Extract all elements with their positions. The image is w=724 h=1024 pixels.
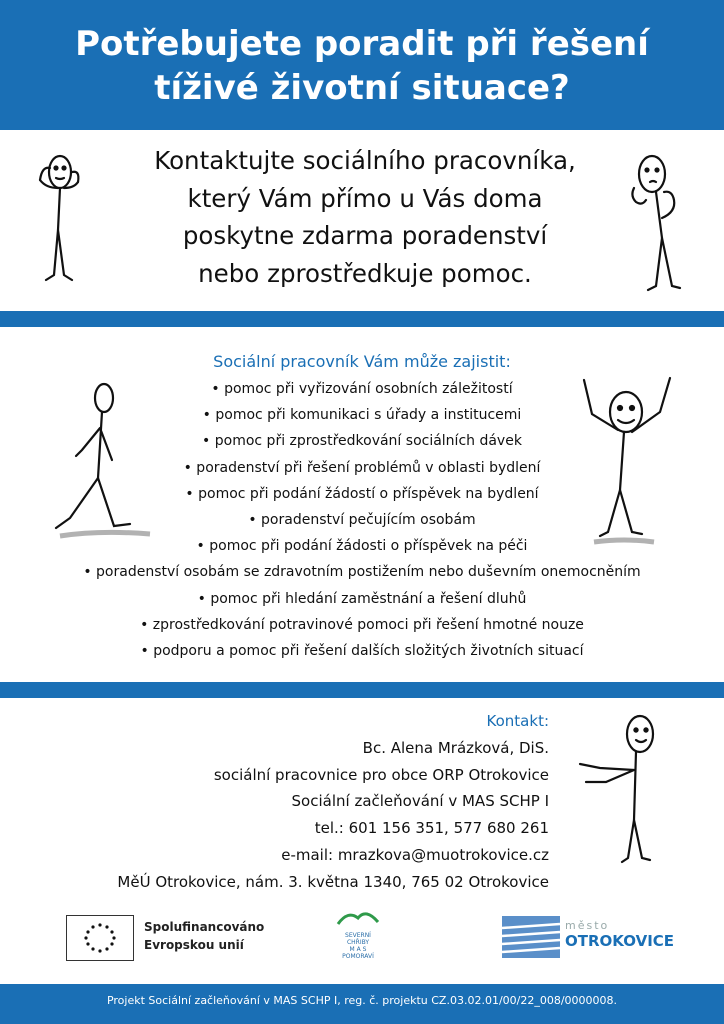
mas-text-2: M A S [349,946,367,953]
list-item: • podporu a pomoc při řešení dalších složitých životních situací [140,643,584,660]
headline-line-2: tíživé životní situace? [154,68,570,108]
intro-text [110,142,620,292]
contact-org: Sociální začleňování v MAS SCHP I [291,792,549,811]
contact-email: e-mail: mrazkova@muotrokovice.cz [281,845,549,864]
divider-band [0,682,724,698]
list-item: • pomoc při zprostředkování sociálních dávek [202,433,522,450]
eu-flag-logo [66,915,134,961]
services-title: Sociální pracovník Vám může zajistit: [213,352,511,371]
eu-text-line-1: Spolufinancováno [144,920,265,934]
mas-text-1: SEVERNÍ CHŘIBY [345,932,371,946]
footer-bar [0,984,724,1024]
list-item: • poradenství při řešení problémů v oblasti bydlení [183,459,541,476]
header-banner [0,0,724,130]
contact-name: Bc. Alena Mrázková, DiS. [362,738,549,757]
intro-line-4: nebo zprostředkuje pomoc. [198,258,532,288]
otrokovice-logo-icon [500,914,562,960]
list-item: • zprostředkování potravinové pomoci při řešení hmotné nouze [140,616,584,633]
intro-line-3: poskytne zdarma poradenství [182,221,548,250]
divider-band [0,311,724,327]
footer-text: Projekt Sociální začleňování v MAS SCHP I, reg. č. projektu CZ.03.02.01/00/22_008/0000008. [106,994,618,1007]
intro-line-2: který Vám přímo u Vás doma [187,183,543,213]
list-item: • poradenství osobám se zdravotním postižením nebo duševním onemocněním [83,564,641,581]
contact-title: Kontakt: [486,712,549,730]
stick-figure-presenting [570,710,680,870]
mas-text-3: POMORAVÍ [342,953,374,960]
list-item: • pomoc při podání žádostí o příspěvek na bydlení [185,485,539,502]
stick-figure-cheering [570,372,690,552]
list-item: • pomoc při komunikaci s úřady a institucemi [202,407,522,424]
list-item: • pomoc při podání žádosti o příspěvek na péči [196,538,528,555]
contact-block [29,708,549,896]
stick-figure-walking [40,378,160,548]
city-label-small: město [565,919,610,932]
eu-text-line-2: Evropskou unií [144,938,244,952]
contact-address: MěÚ Otrokovice, nám. 3. května 1340, 765 02 Otrokovice [117,872,549,891]
mas-logo [334,908,382,958]
contact-role: sociální pracovnice pro obce ORP Otrokovice [213,765,549,784]
list-item: • pomoc při hledání zaměstnání a řešení dluhů [197,590,527,607]
list-item: • pomoc při vyřizování osobních záležitostí [211,381,513,397]
eu-cofinanced-text [144,918,264,954]
city-label-big: OTROKOVICE [565,932,675,950]
list-item: • poradenství pečujícím osobám [248,512,476,529]
headline-line-1: Potřebujete poradit při řešení [75,24,649,64]
intro-line-1: Kontaktujte sociálního pracovníka, [154,146,576,175]
stick-figure-thinking-left [20,150,100,290]
stick-figure-puzzled-right [622,148,702,298]
contact-phone: tel.: 601 156 351, 577 680 261 [314,819,549,838]
